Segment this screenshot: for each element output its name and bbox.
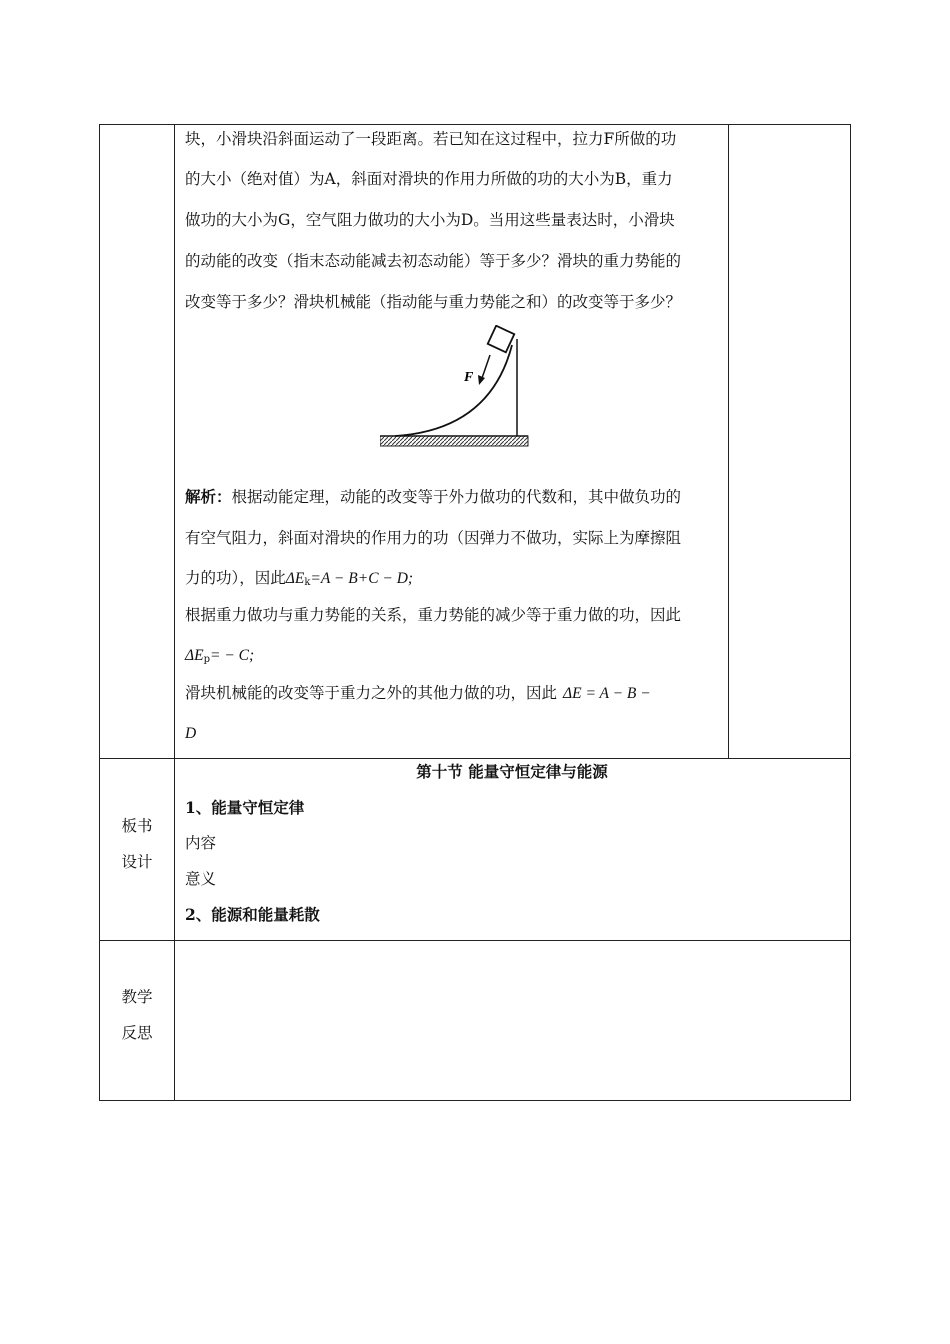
row-divider-1 — [99, 758, 851, 759]
solution-line-3 — [185, 568, 413, 593]
ground — [380, 436, 528, 446]
curved-incline — [395, 345, 512, 436]
solution-line-2: 有空气阻力，斜面对滑块的作用力的功（因弹力不做功，实际上为摩擦阻 — [185, 529, 682, 547]
board-item-1a: 内容 — [185, 834, 217, 852]
solution-line-5 — [185, 645, 254, 670]
solution-line-6 — [185, 683, 651, 704]
problem-line-3: 做功的大小为G，空气阻力做功的大小为D。当用这些量表达时，小滑块 — [185, 211, 675, 229]
row-divider-2 — [99, 940, 851, 941]
potential-energy-change: ΔE — [185, 647, 204, 664]
kinetic-formula-tail: =A − B+C − D; — [310, 570, 414, 587]
solution-heading: 解析： — [185, 487, 232, 506]
problem-line-4: 的动能的改变（指末态动能减去初态动能）等于多少？滑块的重力势能的 — [185, 252, 682, 270]
mechanical-energy-formula-end: D — [185, 725, 197, 742]
col-divider-left — [174, 124, 175, 1101]
problem-line-2: 的大小（绝对值）为A，斜面对滑块的作用力所做的功的大小为B，重力 — [185, 170, 673, 188]
potential-formula-tail: = − C; — [209, 647, 255, 664]
board-item-1b: 意义 — [185, 870, 217, 888]
board-item-2: 2、能源和能量耗散 — [185, 905, 320, 924]
problem-line-5: 改变等于多少？滑块机械能（指动能与重力势能之和）的改变等于多少？ — [185, 293, 682, 311]
solution-line-7 — [185, 723, 196, 744]
board-item-1: 1、能量守恒定律 — [185, 798, 305, 817]
solution-line-4: 根据重力做功与重力势能的关系，重力势能的减少等于重力做的功，因此 — [185, 606, 682, 624]
board-label-2: 设计 — [121, 853, 153, 871]
incline-figure — [380, 325, 530, 450]
board-label-1: 板书 — [121, 817, 153, 835]
board-title: 第十节 能量守恒定律与能源 — [416, 762, 608, 781]
kinetic-energy-change: ΔE — [285, 570, 305, 587]
problem-line-1: 块，小滑块沿斜面运动了一段距离。若已知在这过程中，拉力F所做的功 — [185, 130, 677, 148]
force-arrow-head — [478, 375, 485, 385]
reflection-label-2: 反思 — [121, 1024, 153, 1042]
reflection-label-1: 教学 — [121, 988, 153, 1006]
solution-text-3: 力的功），因此 — [185, 569, 286, 587]
solution-text-6: 滑块机械能的改变等于重力之外的其他力做的功，因此 — [185, 684, 558, 702]
solution-line-1 — [185, 487, 681, 507]
force-label: F — [464, 370, 474, 385]
mechanical-energy-formula: ΔE = A − B − — [563, 685, 651, 702]
solution-text-1: 根据动能定理，动能的改变等于外力做功的代数和，其中做负功的 — [231, 488, 682, 506]
col-divider-right — [728, 124, 729, 758]
kinetic-subscript: k — [304, 577, 311, 588]
potential-subscript: p — [203, 654, 210, 665]
